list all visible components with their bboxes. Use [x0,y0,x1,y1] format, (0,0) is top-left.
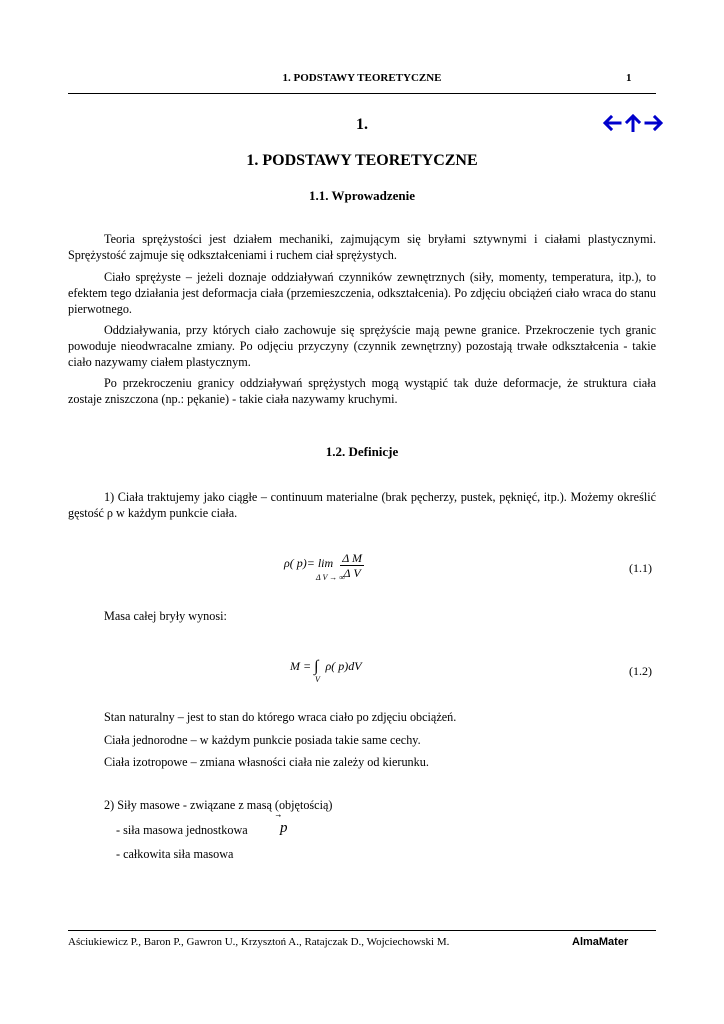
footer-authors: Aściukiewicz P., Baron P., Gawron U., Krzysztoń A., Ratajczak D., Wojciechowski M. [68,936,450,948]
equation-density-denominator: Δ V [343,566,361,580]
arrow-up-icon[interactable] [623,114,643,132]
equation-mass-subscript: V [315,675,320,684]
equation-mass-rhs: ρ( p)dV [325,659,362,673]
equation-density-lhs: ρ( p)= lim [284,556,334,570]
chapter-number: 1. [356,116,368,133]
header-rule [68,93,656,94]
definition-isotropic: Ciała izotropowe – zmiana własności ciała nie zależy od kierunku. [104,755,429,769]
equation-mass-lhs: M = [290,659,312,673]
equation-mass [290,657,362,675]
paragraph-2: Ciało sprężyste – jeżeli doznaje oddziaływań czynników zewnętrznych (siły, momenty, temperatura, itp.), to efektem tego działania jest deformacja ciała (przemieszczenia, odkształcenia). Po zdjęciu obciążeń ciało wraca do stanu pierwotnego. [68,270,656,317]
paragraph-1: Teoria sprężystości jest działem mechaniki, zajmującym się bryłami sztywnymi i ciałami plastycznymi. Sprężystość zajmuje się odkształceniami i ruchem ciał sprężystych. [68,232,656,263]
equation-density-limit: Δ V → ∞ [316,573,345,582]
mass-forces-heading: 2) Siły masowe - związane z masą (objętością) [104,798,333,812]
footer-rule [68,930,656,931]
paragraph-3: Oddziaływania, przy których ciało zachowuje się sprężyście mają pewne granice. Przekroczenie tych granic powoduje nieodwracalne zmiany. Po odjęciu przyczyny (czynnik zewnętrzny) pozostają trwałe odkształcenia - takie ciało nazywamy ciałem plastycznym. [68,323,656,370]
equation-density-numerator: Δ M [342,551,363,565]
paragraph-4: Po przekroczeniu granicy oddziaływań sprężystych mogą wystąpić tak duże deformacje, że struktura ciała zostaje zniszczona (np.: pękanie) - takie ciała nazywamy kruchymi. [68,376,656,407]
paragraph-continuum: 1) Ciała traktujemy jako ciągłe – continuum materialne (brak pęcherzy, pustek, pęknięć, itp.). Możemy określić gęstość ρ w każdym punkcie ciała. [68,490,656,521]
chapter-title: 1. PODSTAWY TEORETYCZNE [246,152,478,169]
equation-number-1-1: (1.1) [629,561,652,575]
unit-mass-force: - siła masowa jednostkowa [116,823,248,837]
total-mass-force: - całkowita siła masowa [116,847,234,861]
arrow-right-icon[interactable] [644,114,664,132]
vector-p-letter: p [280,820,288,836]
footer-brand: AlmaMater [572,936,629,948]
mass-text: Masa całej bryły wynosi: [104,609,227,623]
definition-homogeneous: Ciała jednorodne – w każdym punkcie posiada takie same cechy. [104,733,421,747]
definition-natural-state: Stan naturalny – jest to stan do którego wraca ciało po zdjęciu obciążeń. [104,710,457,724]
page-number: 1 [626,72,632,84]
vector-p-symbol [280,820,288,837]
running-header-title: 1. PODSTAWY TEORETYCZNE [282,72,442,84]
equation-number-1-2: (1.2) [629,664,652,678]
integral-symbol: ∫ [314,658,319,675]
arrow-left-icon[interactable] [602,114,622,132]
section-title-introduction: 1.1. Wprowadzenie [308,188,416,203]
section-title-definitions: 1.2. Definicje [325,444,399,459]
navigation-arrows [602,114,664,132]
